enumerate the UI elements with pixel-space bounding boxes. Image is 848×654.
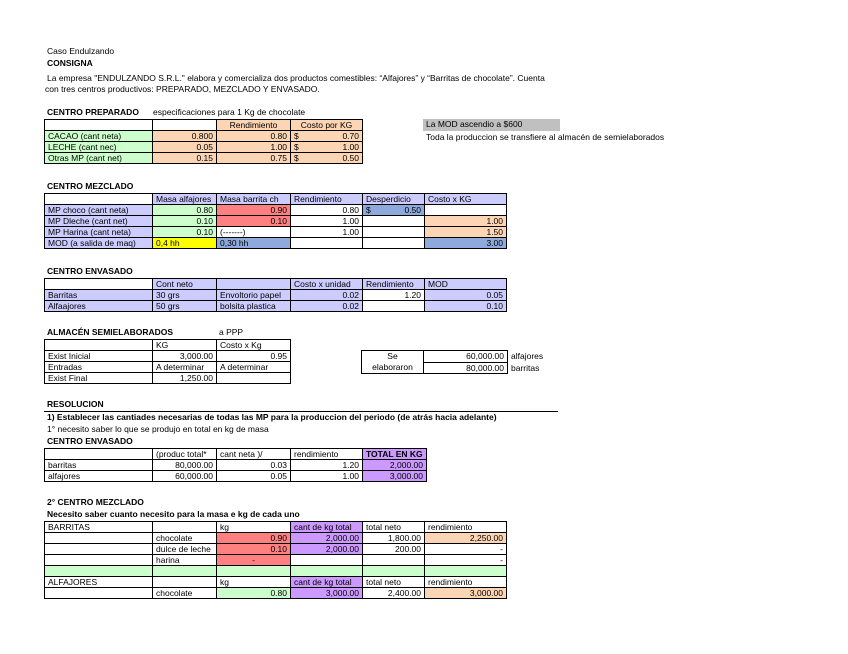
- table-cell: -: [425, 555, 507, 566]
- table-cell: 0.05: [153, 142, 217, 153]
- table-cell: [45, 449, 153, 460]
- resolucion-envasado-table: [44, 448, 427, 482]
- table-row: [45, 301, 507, 312]
- table-cell: 60,000.00: [424, 351, 508, 363]
- table-cell: [45, 555, 153, 566]
- table-header-cell: total neto: [363, 577, 425, 588]
- table-cell: 0.75: [217, 153, 291, 164]
- table-header-cell: [217, 279, 291, 290]
- case-title: Caso Endulzando: [47, 46, 115, 56]
- table-cell: [45, 120, 153, 131]
- intro-line-2: con tres centros productivos: PREPARADO, MEZCLADO Y ENVASADO.: [45, 84, 320, 94]
- table-cell: [45, 566, 153, 577]
- table-cell: 3,000.00: [363, 471, 427, 482]
- table-cell: (-------): [217, 227, 291, 238]
- table-cell: $: [291, 142, 305, 153]
- table-cell: 1.20: [291, 460, 363, 471]
- step1-text: 1) Establecer las cantiades necesarias de todas las MP para la produccion del periodo (de atrás hacia adelante): [47, 412, 497, 422]
- table-cell: $: [291, 131, 305, 142]
- table-row: [45, 566, 507, 577]
- table-cell: [291, 555, 363, 566]
- resolucion-mezclado-table: [44, 521, 507, 599]
- table-cell: LECHE (cant nec): [45, 142, 153, 153]
- envasado-table: [44, 278, 507, 312]
- table-cell: 3,000.00: [153, 351, 217, 362]
- table-row: [45, 588, 507, 599]
- step1-note: 1° necesito saber lo que se produjo en total en kg de masa: [47, 424, 269, 434]
- table-row: [45, 533, 507, 544]
- table-row: [45, 555, 507, 566]
- table-cell: 0.10: [217, 216, 291, 227]
- table-cell: $: [363, 205, 377, 216]
- table-cell: 2,250.00: [425, 533, 507, 544]
- table-cell: [363, 301, 425, 312]
- mod-note: La MOD ascendio a $600: [423, 119, 560, 131]
- elaboraron-label-line1: Se: [387, 351, 398, 361]
- resolucion-envasado-title: CENTRO ENVASADO: [47, 436, 133, 446]
- table-cell: 2,400.00: [363, 588, 425, 599]
- table-cell: 0.80: [153, 205, 217, 216]
- table-cell: [45, 279, 153, 290]
- table-cell: MP Harina (cant neta): [45, 227, 153, 238]
- table-cell: dulce de leche: [153, 544, 217, 555]
- table-cell: [45, 588, 153, 599]
- table-cell: 0.02: [291, 301, 363, 312]
- table-cell: 0.10: [153, 216, 217, 227]
- table-cell: A determinar: [217, 362, 291, 373]
- table-cell: -: [425, 544, 507, 555]
- table-cell: [45, 194, 153, 205]
- table-cell: [363, 555, 425, 566]
- table-cell: bolsita plastica: [217, 301, 291, 312]
- table-cell: 0.10: [153, 227, 217, 238]
- table-cell: 30 grs: [153, 290, 217, 301]
- table-cell: [425, 205, 507, 216]
- table-cell: [45, 544, 153, 555]
- almacen-title: ALMACÉN SEMIELABORADOS: [47, 327, 174, 337]
- table-cell: 1,250.00: [153, 373, 217, 384]
- table-cell: ALFAJORES: [45, 577, 153, 588]
- table-cell: [363, 216, 425, 227]
- table-header-cell: Desperdicio: [363, 194, 425, 205]
- table-row: [45, 351, 291, 362]
- table-row: [45, 142, 363, 153]
- table-cell: [291, 566, 363, 577]
- table-cell: 0.50: [305, 153, 363, 164]
- table-cell: 1.20: [363, 290, 425, 301]
- mezclado-title: CENTRO MEZCLADO: [47, 181, 134, 191]
- table-row: [45, 205, 507, 216]
- table-header-cell: Costo x KG: [425, 194, 507, 205]
- table-header-cell: cant neta )/: [217, 449, 291, 460]
- table-cell: 80,000.00: [153, 460, 217, 471]
- table-cell: 1.00: [291, 216, 363, 227]
- transfer-note: Toda la produccion se transfiere al almacén de semielaborados: [426, 132, 665, 142]
- envasado-title: CENTRO ENVASADO: [47, 266, 133, 276]
- table-cell: 3.00: [425, 238, 507, 249]
- table-header-cell: Rendimiento: [291, 194, 363, 205]
- table-cell: [291, 238, 363, 249]
- table-cell: [425, 566, 507, 577]
- table-row: [45, 279, 507, 290]
- table-cell: 3,000.00: [291, 588, 363, 599]
- table-cell: 0.02: [291, 290, 363, 301]
- table-cell: 0.90: [217, 205, 291, 216]
- table-cell: Exist Inicial: [45, 351, 153, 362]
- table-cell: 1.00: [425, 216, 507, 227]
- table-cell: Barritas: [45, 290, 153, 301]
- table-cell: MP choco (cant neta): [45, 205, 153, 216]
- elaboraron-label-line2: elaboraron: [372, 362, 413, 372]
- table-cell: Otras MP (cant net): [45, 153, 153, 164]
- almacen-method: a PPP: [219, 327, 244, 337]
- table-cell: chocolate: [153, 588, 217, 599]
- elaboraron-label: [362, 351, 424, 374]
- table-cell: 0.10: [217, 544, 291, 555]
- table-cell: Alfaajores: [45, 301, 153, 312]
- table-row: [45, 194, 507, 205]
- consigna-label: CONSIGNA: [47, 58, 93, 68]
- table-cell: A determinar: [153, 362, 217, 373]
- table-header-cell: Costo x Kg: [217, 340, 291, 351]
- table-cell: 0.95: [217, 351, 291, 362]
- table-cell: [217, 373, 291, 384]
- table-cell: barritas: [45, 460, 153, 471]
- table-cell: [363, 566, 425, 577]
- table-header-cell: TOTAL EN KG: [363, 449, 427, 460]
- table-row: [45, 216, 507, 227]
- table-cell: Envoltorio papel: [217, 290, 291, 301]
- resolucion-mezclado-title: 2° CENTRO MEZCLADO: [47, 497, 144, 507]
- table-cell: 1.50: [425, 227, 507, 238]
- table-header-cell: Costo por KG: [291, 120, 363, 131]
- table-cell: 1.00: [217, 142, 291, 153]
- table-cell: [217, 566, 291, 577]
- table-cell: 0,4 hh: [153, 238, 217, 249]
- almacen-table: [44, 339, 291, 384]
- table-cell: Exist Final: [45, 373, 153, 384]
- table-cell: MP Dleche (cant net): [45, 216, 153, 227]
- table-header-cell: cant de kg total: [291, 522, 363, 533]
- table-cell: 50 grs: [153, 301, 217, 312]
- elaboraron-product-2: barritas: [511, 363, 540, 373]
- table-cell: 0.90: [217, 533, 291, 544]
- table-cell: 0.03: [217, 460, 291, 471]
- elaboraron-table: [361, 350, 508, 374]
- table-row: [45, 362, 291, 373]
- table-cell: [153, 120, 217, 131]
- table-cell: 0.80: [291, 205, 363, 216]
- table-cell: 0.15: [153, 153, 217, 164]
- table-cell: 80,000.00: [424, 362, 508, 374]
- table-header-cell: cant de kg total: [291, 577, 363, 588]
- table-cell: -: [217, 555, 291, 566]
- table-header-cell: Cont neto: [153, 279, 217, 290]
- table-cell: [153, 577, 217, 588]
- table-row: [45, 120, 363, 131]
- table-cell: 1.00: [291, 227, 363, 238]
- table-cell: 60,000.00: [153, 471, 217, 482]
- table-cell: chocolate: [153, 533, 217, 544]
- table-cell: alfajores: [45, 471, 153, 482]
- table-header-cell: total neto: [363, 522, 425, 533]
- table-row: [45, 373, 291, 384]
- table-row: [45, 460, 427, 471]
- table-cell: 0.50: [377, 205, 425, 216]
- table-cell: [363, 227, 425, 238]
- intro-line-1: La empresa "ENDULZANDO S.R.L." elabora y comercializa dos productos comestibles: “Alfajores” y “Barritas de chocolate”. Cuenta: [47, 73, 545, 83]
- table-cell: [363, 238, 425, 249]
- table-row: [45, 544, 507, 555]
- table-cell: [45, 340, 153, 351]
- table-row: [45, 340, 291, 351]
- table-header-cell: Rendimiento: [363, 279, 425, 290]
- table-row: [362, 351, 508, 363]
- resolucion-mezclado-note: Necesito saber cuanto necesito para la masa e kg de cada uno: [47, 509, 300, 519]
- table-cell: 1,800.00: [363, 533, 425, 544]
- table-cell: [153, 522, 217, 533]
- resolucion-title: RESOLUCION: [47, 399, 104, 409]
- table-header-cell: KG: [153, 340, 217, 351]
- table-cell: 1.00: [291, 471, 363, 482]
- table-cell: 200.00: [363, 544, 425, 555]
- table-cell: 2,000.00: [291, 533, 363, 544]
- table-row: [45, 471, 427, 482]
- table-cell: 0.80: [217, 131, 291, 142]
- table-header-cell: rendimiento: [425, 577, 507, 588]
- table-header-cell: Masa alfajores: [153, 194, 217, 205]
- table-cell: 0.80: [217, 588, 291, 599]
- table-header-cell: MOD: [425, 279, 507, 290]
- table-row: [45, 153, 363, 164]
- table-cell: 0.05: [425, 290, 507, 301]
- table-header-cell: Costo x unidad: [291, 279, 363, 290]
- table-cell: Entradas: [45, 362, 153, 373]
- table-cell: 2,000.00: [291, 544, 363, 555]
- table-row: [45, 522, 507, 533]
- preparado-title: CENTRO PREPARADO: [47, 107, 139, 117]
- table-cell: $: [291, 153, 305, 164]
- table-cell: 0.05: [217, 471, 291, 482]
- table-header-cell: rendimiento: [291, 449, 363, 460]
- table-row: [45, 449, 427, 460]
- table-header-cell: Rendimiento: [217, 120, 291, 131]
- table-row: [45, 238, 507, 249]
- preparado-table: [44, 119, 363, 164]
- preparado-spec: especificaciones para 1 Kg de chocolate: [153, 107, 306, 117]
- table-header-cell: (produc total*: [153, 449, 217, 460]
- table-cell: 3,000.00: [425, 588, 507, 599]
- table-header-cell: Masa barrita ch: [217, 194, 291, 205]
- table-cell: 0,30 hh: [217, 238, 291, 249]
- table-row: [45, 227, 507, 238]
- table-row: [45, 290, 507, 301]
- table-header-cell: kg: [217, 522, 291, 533]
- table-header-cell: kg: [217, 577, 291, 588]
- table-cell: 0.800: [153, 131, 217, 142]
- table-cell: harina: [153, 555, 217, 566]
- table-header-cell: rendimiento: [425, 522, 507, 533]
- table-cell: MOD (a salida de maq): [45, 238, 153, 249]
- elaboraron-product-1: alfajores: [511, 351, 544, 361]
- table-cell: 2,000.00: [363, 460, 427, 471]
- table-cell: [153, 566, 217, 577]
- table-row: [45, 131, 363, 142]
- mezclado-table: [44, 193, 507, 249]
- table-cell: 0.10: [425, 301, 507, 312]
- table-cell: CACAO (cant neta): [45, 131, 153, 142]
- table-cell: [45, 533, 153, 544]
- table-cell: 0.70: [305, 131, 363, 142]
- table-row: [45, 577, 507, 588]
- table-cell: 1.00: [305, 142, 363, 153]
- table-cell: BARRITAS: [45, 522, 153, 533]
